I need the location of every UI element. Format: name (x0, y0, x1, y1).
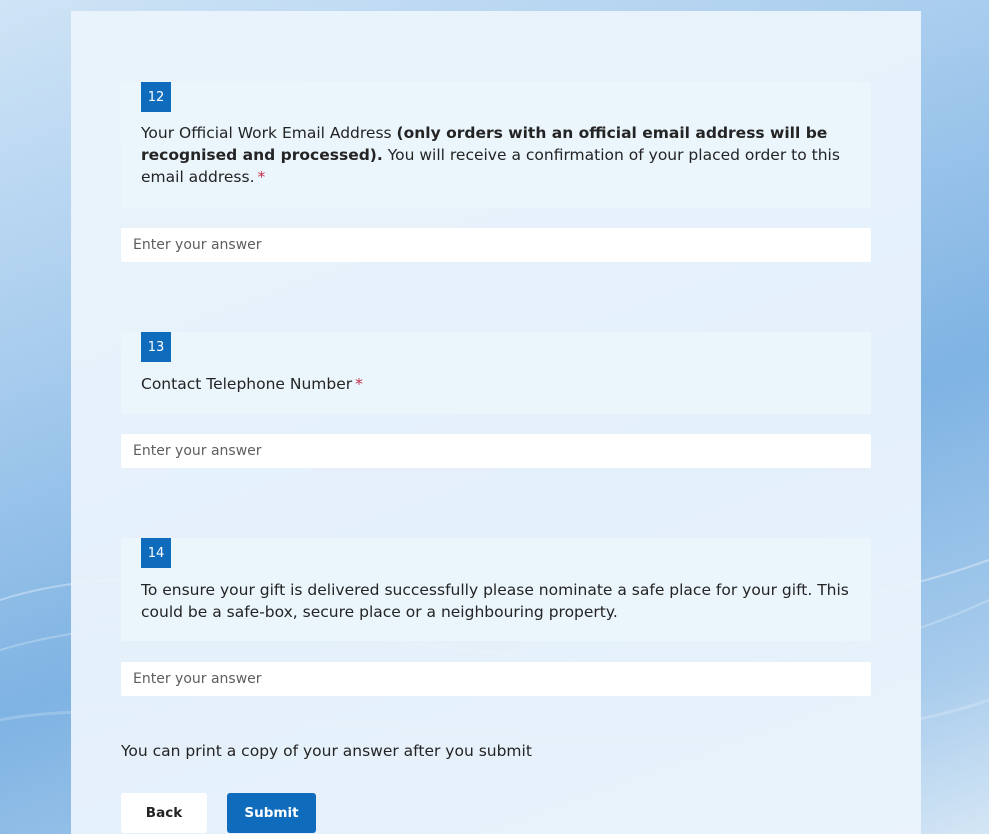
required-asterisk: * (355, 375, 363, 393)
question-text-suffix: You will receive a confirmation of your placed order to this email address. (141, 146, 840, 186)
question-text-prefix: Contact Telephone Number (141, 375, 353, 393)
question-14 (121, 538, 871, 641)
question-text: To ensure your gift is delivered successfully please nominate a safe place for your gift. This could be a safe-box, secure place or a neighbouring property. (141, 581, 849, 621)
question-text-bold: (only orders with an official email address will be recognised and processed). (141, 124, 828, 164)
question-text (141, 373, 851, 395)
email-answer-input[interactable] (121, 228, 871, 262)
question-13 (121, 332, 871, 414)
telephone-answer-input[interactable] (121, 434, 871, 468)
safe-place-answer-input[interactable] (121, 662, 871, 696)
question-text-prefix: Your Official Work Email Address (141, 124, 397, 142)
required-asterisk: * (257, 168, 266, 186)
question-number-badge: 12 (141, 82, 171, 112)
form-card (71, 11, 921, 834)
question-number-badge: 14 (141, 538, 171, 568)
print-copy-note: You can print a copy of your answer after you submit (121, 742, 532, 760)
back-button[interactable]: Back (121, 793, 207, 833)
submit-button[interactable]: Submit (227, 793, 316, 833)
question-text (141, 122, 851, 188)
question-12 (121, 82, 871, 208)
question-number-badge: 13 (141, 332, 171, 362)
